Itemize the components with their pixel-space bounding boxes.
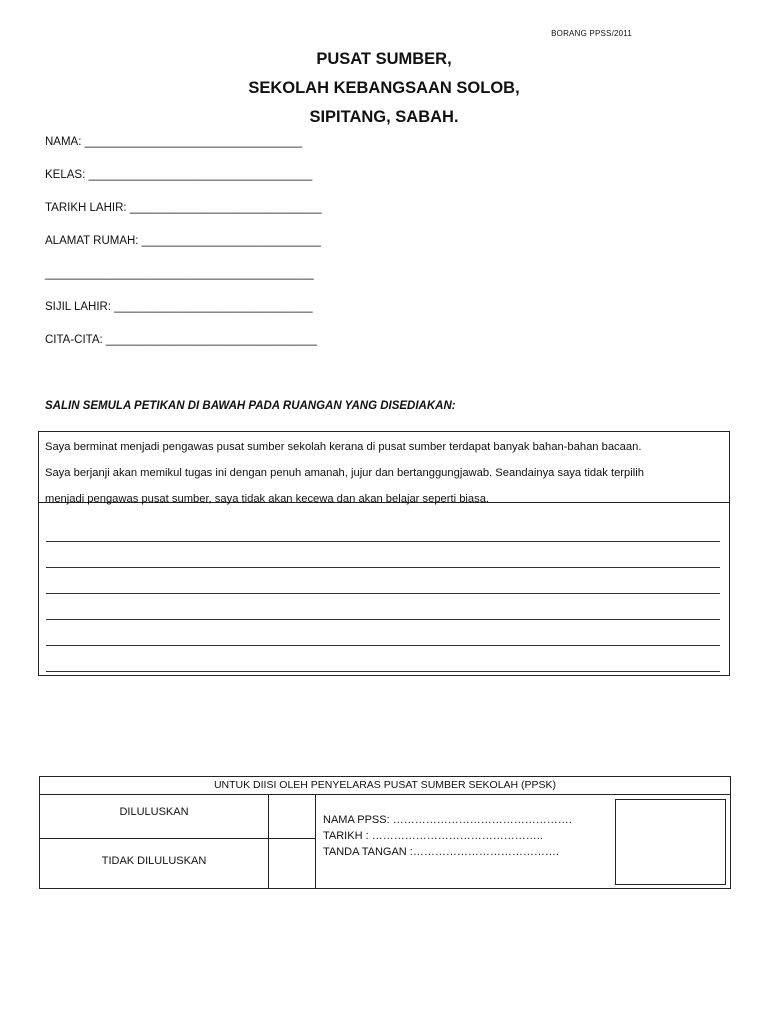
writing-line[interactable] bbox=[46, 671, 720, 672]
ppsk-heading: UNTUK DIISI OLEH PENYELARAS PUSAT SUMBER SEKOLAH (PPSK) bbox=[40, 777, 730, 795]
passage-line-1: Saya berminat menjadi pengawas pusat sumber sekolah kerana di pusat sumber terdapat banyak bahan-bahan bacaan. bbox=[45, 441, 642, 453]
writing-line[interactable] bbox=[46, 645, 720, 646]
school-header-line-1: PUSAT SUMBER, bbox=[316, 50, 452, 68]
copy-instruction: SALIN SEMULA PETIKAN DI BAWAH PADA RUANGAN YANG DISEDIAKAN: bbox=[45, 400, 456, 412]
alamat-rumah-continuation[interactable]: __________________________________________ bbox=[45, 268, 314, 280]
writing-line[interactable] bbox=[46, 593, 720, 594]
writing-line[interactable] bbox=[46, 619, 720, 620]
passage-text bbox=[39, 432, 729, 503]
alamat-rumah-field[interactable]: ALAMAT RUMAH: ____________________________ bbox=[45, 235, 321, 247]
approved-label: DILULUSKAN bbox=[119, 806, 189, 818]
passage-line-3: menjadi pengawas pusat sumber, saya tidak akan kecewa dan akan belajar seperti biasa. bbox=[45, 493, 490, 505]
not-approved-label: TIDAK DILULUSKAN bbox=[101, 855, 207, 867]
nama-ppss-field[interactable]: NAMA PPSS: …………………………………………. bbox=[323, 814, 572, 826]
nama-field[interactable]: NAMA: __________________________________ bbox=[45, 136, 303, 148]
coordinator-details bbox=[323, 812, 572, 860]
form-code: BORANG PPSS/2011 bbox=[551, 29, 632, 38]
ppsk-section bbox=[39, 776, 731, 889]
approved-cell bbox=[40, 795, 269, 839]
school-header-line-2: SEKOLAH KEBANGSAAN SOLOB, bbox=[248, 79, 520, 97]
tanda-tangan-field[interactable]: TANDA TANGAN :…………………………………. bbox=[323, 846, 559, 858]
tarikh-field[interactable]: TARIKH : ……………………………………….. bbox=[323, 830, 543, 842]
passage-line-2: Saya berjanji akan memikul tugas ini dengan penuh amanah, jujur dan bertanggungjawab. Seandainya saya tidak terpilih bbox=[45, 467, 644, 479]
passage-box bbox=[38, 431, 730, 676]
writing-line[interactable] bbox=[46, 541, 720, 542]
stamp-box bbox=[615, 799, 726, 885]
writing-line[interactable] bbox=[46, 567, 720, 568]
school-header-line-3: SIPITANG, SABAH. bbox=[309, 108, 459, 126]
not-approved-cell bbox=[40, 839, 269, 888]
cita-cita-field[interactable]: CITA-CITA: _________________________________ bbox=[45, 334, 317, 346]
kelas-field[interactable]: KELAS: ___________________________________ bbox=[45, 169, 313, 181]
not-approved-tick-box[interactable] bbox=[269, 839, 316, 888]
tarikh-lahir-field[interactable]: TARIKH LAHIR: ______________________________ bbox=[45, 202, 322, 214]
approved-tick-box[interactable] bbox=[269, 795, 316, 839]
sijil-lahir-field[interactable]: SIJIL LAHIR: _______________________________ bbox=[45, 301, 313, 313]
